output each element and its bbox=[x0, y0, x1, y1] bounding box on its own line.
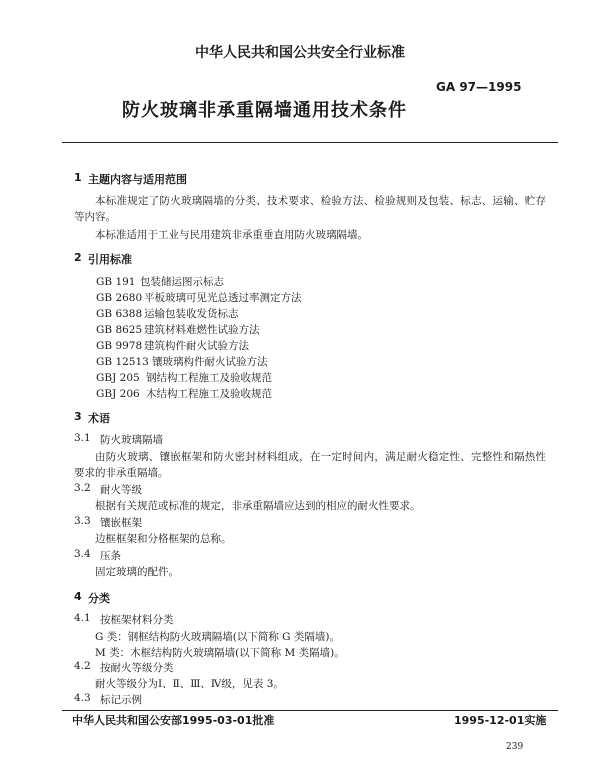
reference-item bbox=[96, 338, 249, 353]
term-3-2-number: 3.2 bbox=[74, 482, 91, 494]
term-3-1-number: 3.1 bbox=[74, 432, 91, 444]
term-3-2-definition: 根据有关规范或标准的规定，非承重隔墙应达到的相应的耐火性要求。 bbox=[95, 500, 421, 512]
term-3-1-definition: 由防火玻璃、镶嵌框架和防火密封材料组成，在一定时间内，满足耐火稳定性、完整性和隔热性要求的非承重隔墙。 bbox=[74, 451, 546, 479]
reference-item bbox=[96, 274, 224, 289]
reference-name: 建筑构件耐火试验方法 bbox=[144, 340, 249, 352]
reference-code: GB 6388 bbox=[96, 308, 143, 320]
section-1-paragraph-applicability: 本标准适用于工业与民用建筑非承重垂直用防火玻璃隔墙。 bbox=[95, 229, 368, 241]
reference-code: GB 191 bbox=[96, 276, 136, 288]
term-3-4-name: 压条 bbox=[100, 550, 121, 562]
term-3-4-definition: 固定玻璃的配件。 bbox=[95, 566, 179, 578]
reference-name: 木结构工程施工及验收规范 bbox=[146, 388, 272, 400]
approval-line: 中华人民共和国公安部1995-03-01批准 bbox=[72, 714, 275, 727]
section-4-number: 4 bbox=[74, 590, 82, 603]
section-4-heading: 分类 bbox=[88, 592, 110, 605]
class-m-description: M 类：木框结构防火玻璃隔墙(以下简称 M 类隔墙)。 bbox=[95, 647, 345, 659]
footer-divider bbox=[62, 710, 558, 711]
section-1-heading: 主题内容与适用范围 bbox=[88, 173, 187, 186]
subsection-4-3-number: 4.3 bbox=[74, 692, 91, 704]
reference-code: GB 8625 bbox=[96, 324, 143, 336]
reference-name: 平板玻璃可见光总透过率测定方法 bbox=[144, 292, 302, 304]
subsection-4-2-number: 4.2 bbox=[74, 660, 91, 672]
class-g-description: G 类：钢框结构防火玻璃隔墙(以下简称 G 类隔墙)。 bbox=[95, 631, 340, 643]
reference-name: 钢结构工程施工及验收规范 bbox=[146, 372, 272, 384]
section-2-heading: 引用标准 bbox=[88, 253, 132, 266]
document-title: 防火玻璃非承重隔墙通用技术条件 bbox=[122, 100, 407, 121]
reference-code: GB 2680 bbox=[96, 292, 143, 304]
subsection-4-1-number: 4.1 bbox=[74, 612, 91, 624]
section-1-paragraph-scope: 本标准规定了防火玻璃隔墙的分类、技术要求、检验方法、检验规则及包装、标志、运输、贮存等内容。 bbox=[74, 195, 546, 223]
section-1-number: 1 bbox=[74, 171, 82, 184]
term-3-3-name: 镶嵌框架 bbox=[100, 517, 142, 529]
subsection-4-1-title: 按框架材料分类 bbox=[100, 614, 174, 626]
reference-name: 建筑材料难燃性试验方法 bbox=[144, 324, 260, 336]
term-3-3-definition: 边框框架和分格框架的总称。 bbox=[95, 533, 232, 545]
term-3-2-name: 耐火等级 bbox=[100, 484, 142, 496]
reference-code: GB 9978 bbox=[96, 340, 143, 352]
subsection-4-3-title: 标记示例 bbox=[100, 694, 142, 706]
page-number: 239 bbox=[506, 742, 524, 752]
reference-code: GB 12513 bbox=[96, 356, 149, 368]
term-3-4-number: 3.4 bbox=[74, 548, 91, 560]
reference-item bbox=[96, 370, 272, 385]
section-3-number: 3 bbox=[74, 410, 82, 423]
standard-category-header: 中华人民共和国公共安全行业标准 bbox=[195, 45, 405, 61]
reference-name: 镶玻璃构件耐火试验方法 bbox=[152, 356, 268, 368]
standard-code: GA 97—1995 bbox=[436, 80, 522, 94]
fire-rating-grades: 耐火等级分为Ⅰ、Ⅱ、Ⅲ、Ⅳ级，见表 3。 bbox=[95, 678, 284, 690]
header-divider bbox=[62, 142, 558, 143]
reference-item bbox=[96, 306, 239, 321]
section-2-number: 2 bbox=[74, 251, 82, 264]
implementation-date: 1995-12-01实施 bbox=[454, 714, 547, 727]
term-3-3-number: 3.3 bbox=[74, 515, 91, 527]
reference-item bbox=[96, 354, 268, 369]
reference-code: GBJ 205 bbox=[96, 372, 140, 384]
reference-code: GBJ 206 bbox=[96, 388, 140, 400]
reference-item bbox=[96, 290, 302, 305]
reference-item bbox=[96, 386, 272, 401]
reference-name: 运输包装收发货标志 bbox=[144, 308, 239, 320]
reference-name: 包装储运图示标志 bbox=[140, 276, 224, 288]
section-3-heading: 术语 bbox=[88, 412, 110, 425]
term-3-1-name: 防火玻璃隔墙 bbox=[100, 434, 163, 446]
reference-item bbox=[96, 322, 260, 337]
subsection-4-2-title: 按耐火等级分类 bbox=[100, 662, 174, 674]
